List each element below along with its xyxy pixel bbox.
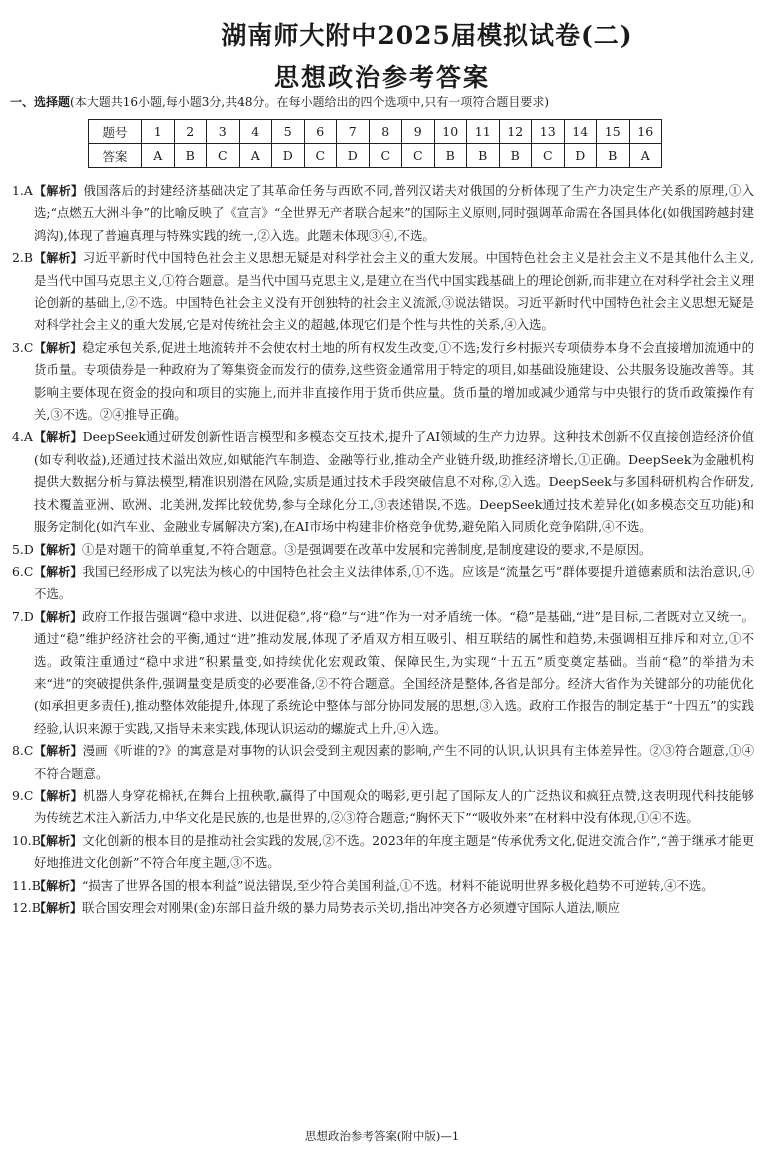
question-number-cell: 15 — [597, 120, 630, 144]
answer-cell: B — [434, 144, 467, 168]
item-number: 1.A — [12, 183, 33, 198]
answer-item — [12, 337, 754, 427]
analysis-tag: 【解析】 — [34, 878, 83, 893]
item-number: 8.C — [12, 743, 34, 759]
answer-cell: B — [499, 144, 532, 168]
analysis-tag: 【解析】 — [34, 833, 83, 848]
item-text: ①是对题干的简单重复,不符合题意。③是强调要在改革中发展和完善制度,是制度建设的要求,不是原因。 — [82, 541, 652, 557]
question-number-cell: 4 — [239, 120, 272, 144]
row-header-answer: 答案 — [89, 144, 142, 168]
question-number-cell: 1 — [142, 120, 175, 144]
item-number: 5.D — [12, 541, 34, 557]
item-text: 文化创新的根本目的是推动社会实践的发展,②不选。2023年的年度主题是“传承优秀文化,促进交流合作”,“善于继承才能更好地推进文化创新”不符合年度主题,③不选。 — [34, 832, 754, 871]
answer-item — [12, 539, 754, 561]
page-title: 思想政治参考答案 — [273, 63, 490, 92]
answer-cell: B — [174, 144, 207, 168]
answer-cell: D — [564, 144, 597, 168]
exam-title: 湖南师大附中2025届模拟试卷(二) — [221, 21, 633, 50]
answer-item — [12, 875, 754, 897]
answer-cell: C — [369, 144, 402, 168]
answer-cell: C — [207, 144, 240, 168]
question-number-cell: 3 — [207, 120, 240, 144]
analysis-tag: 【解析】 — [34, 430, 83, 445]
answer-cell: A — [142, 144, 175, 168]
answer-cell: C — [532, 144, 565, 168]
analysis-tag: 【解析】 — [34, 564, 83, 579]
question-number-cell: 9 — [402, 120, 435, 144]
item-number: 12.B — [12, 900, 41, 915]
answer-cell: A — [239, 144, 272, 168]
analysis-tag: 【解析】 — [34, 251, 83, 266]
question-number-row — [89, 120, 662, 144]
answer-item — [12, 606, 754, 740]
answer-cell: D — [337, 144, 370, 168]
question-number-cell: 12 — [499, 120, 532, 144]
answer-item — [12, 247, 754, 337]
question-number-cell: 14 — [564, 120, 597, 144]
item-number: 9.C — [12, 787, 34, 803]
answer-item — [12, 830, 754, 875]
answer-cell: C — [304, 144, 337, 168]
answer-cell: A — [629, 144, 662, 168]
answer-item — [12, 897, 754, 919]
analysis-list — [12, 180, 754, 919]
answer-item — [12, 785, 754, 830]
item-number: 6.C — [12, 563, 34, 579]
item-number: 3.C — [12, 339, 34, 355]
question-number-cell: 8 — [369, 120, 402, 144]
answer-table — [88, 119, 662, 168]
item-text: 联合国安理会对刚果(金)东部日益升级的暴力局势表示关切,指出冲突各方必须遵守国际人道法,顺应 — [82, 900, 620, 915]
analysis-tag: 【解析】 — [34, 609, 83, 624]
question-number-cell: 7 — [337, 120, 370, 144]
item-text: 我国已经形成了以宪法为核心的中国特色社会主义法律体系,①不选。应该是“流量乞丐”群体要提升道德素质和法治意识,④不选。 — [34, 563, 754, 602]
question-number-cell: 13 — [532, 120, 565, 144]
section-label: 一、选择题 — [10, 95, 71, 109]
question-number-cell: 5 — [272, 120, 305, 144]
analysis-tag: 【解析】 — [34, 184, 84, 198]
page-footer: 思想政治参考答案(附中版)—1 — [304, 1129, 460, 1143]
answer-item — [12, 180, 754, 247]
item-text: 俄国落后的封建经济基础决定了其革命任务与西欧不同,普列汉诺夫对俄国的分析体现了生产力决定生产关系的原理,①入选;“点燃五大洲斗争”的比喻反映了《宣言》“全世界无产者联合起来”的国际主义原则,同时强调革命需在各国具体化(如俄国跨越封建鸿沟),体现了普遍真理与特殊实践的统一,②入选。此题未体现③④,不选。 — [34, 183, 754, 243]
item-text: 习近平新时代中国特色社会主义思想无疑是对科学社会主义的重大发展。中国特色社会主义是社会主义不是其他什么主义,是当代中国马克思主义,①符合题意。是当代中国马克思主义,是建立在当代中国实践基础上的理论创新,而非建立在对科学社会主义理论创新的基础上,②不选。中国特色社会主义没有开创独特的社会主义流派,③说法错误。习近平新时代中国特色社会主义思想无疑是对科学社会主义的重大发展,它是对传统社会主义的超越,体现它们是个性与共性的关系,④入选。 — [34, 250, 754, 333]
answer-cell: C — [402, 144, 435, 168]
question-number-cell: 11 — [467, 120, 500, 144]
item-number: 11.B — [12, 877, 41, 893]
section-note: (本大题共16小题,每小题3分,共48分。在每小题给出的四个选项中,只有一项符合题目要求) — [70, 95, 549, 109]
item-number: 2.B — [12, 250, 33, 266]
item-number: 4.A — [12, 429, 33, 445]
analysis-tag: 【解析】 — [34, 744, 83, 759]
answer-item — [12, 426, 754, 538]
item-text: 政府工作报告强调“稳中求进、以进促稳”,将“稳”与“进”作为一对矛盾统一体。“稳”是基础,“进”是目标,二者既对立又统一。通过“稳”维护经济社会的平衡,通过“进”推动发展,体现了矛盾双方相互吸引、相互联结的属性和趋势,未强调相互排斥和对立,①不选。政策注重通过“稳中求进”积累量变,如持续优化宏观政策、保障民生,为实现“十五五”质变奠定基础。当前“稳”的举措为未来“进”的突破提供条件,强调量变是质变的必要准备,②不符合题意。全国经济是整体,各省是部分。经济大省作为关键部分的功能优化(如承担更多责任),推动整体效能提升,体现了系统论中整体与部分协同发展的思想,③入选。政府工作报告的制定基于“十四五”的实践经验,认识来源于实践,又指导未来实践,体现认识运动的螺旋式上升,④入选。 — [34, 608, 754, 736]
item-text: 稳定承包关系,促进土地流转并不会使农村土地的所有权发生改变,①不选;发行乡村振兴专项债券本身不会直接增加流通中的货币量。专项债券是一种政府为了筹集资金而发行的债券,这些资金通常用于特定的项目,如基础设施建设、公共服务设施改善等。其影响主要体现在资金的投向和项目的实施上,而并非直接作用于货币供应量。货币量的增加或减少通常与中央银行的货币政策操作有关,③不选。②④推导正确。 — [34, 339, 754, 423]
answer-cell: B — [597, 144, 630, 168]
item-text: 机器人身穿花棉袄,在舞台上扭秧歌,赢得了中国观众的喝彩,更引起了国际友人的广泛热议和疯狂点赞,这表明现代科技能够为传统艺术注入新活力,中华文化是民族的,也是世界的,②③符合题意;“胸怀天下”“吸收外来”在材料中没有体现,①④不选。 — [34, 787, 754, 826]
analysis-tag: 【解析】 — [34, 788, 83, 803]
answer-cell: D — [272, 144, 305, 168]
question-number-cell: 6 — [304, 120, 337, 144]
section-heading — [10, 93, 755, 110]
item-number: 7.D — [12, 608, 34, 624]
answer-item — [12, 561, 754, 606]
answer-cell: B — [467, 144, 500, 168]
item-text: “损害了世界各国的根本利益”说法错误,至少符合美国利益,①不选。材料不能说明世界多极化趋势不可逆转,④不选。 — [82, 877, 714, 893]
question-number-cell: 16 — [629, 120, 662, 144]
item-text: 漫画《听谁的?》的寓意是对事物的认识会受到主观因素的影响,产生不同的认识,认识具有主体差异性。②③符合题意,①④不符合题意。 — [34, 743, 754, 781]
answer-row — [89, 144, 662, 168]
item-text: DeepSeek通过研发创新性语言模型和多模态交互技术,提升了AI领域的生产力边界。这种技术创新不仅直接创造经济价值(如专利收益),还通过技术溢出效应,如赋能汽车制造、金融等行业,推动全产业链升级,助推经济增长,①正确。DeepSeek为金融机构提供大数据分析与算法模型,精准识别潜在风险,实质是通过技术手段突破信息不对称,②入选。DeepSeek与多国科研机构合作研发,技术覆盖亚洲、欧洲、北美洲,发挥比较优势,参与全球化分工,③表述错误,不选。DeepSeek通过技术差异化(如多模态交互功能)和服务定制化(如汽车业、金融业专属解决方案),在AI市场中构建非价格竞争优势,避免陷入同质化竞争陷阱,④不选。 — [34, 429, 754, 535]
answer-item — [12, 740, 754, 785]
analysis-tag: 【解析】 — [34, 542, 83, 557]
question-number-cell: 2 — [174, 120, 207, 144]
analysis-tag: 【解析】 — [34, 901, 83, 915]
analysis-tag: 【解析】 — [34, 340, 83, 355]
question-number-cell: 10 — [434, 120, 467, 144]
item-number: 10.B — [12, 832, 41, 848]
row-header-question: 题号 — [89, 120, 142, 144]
